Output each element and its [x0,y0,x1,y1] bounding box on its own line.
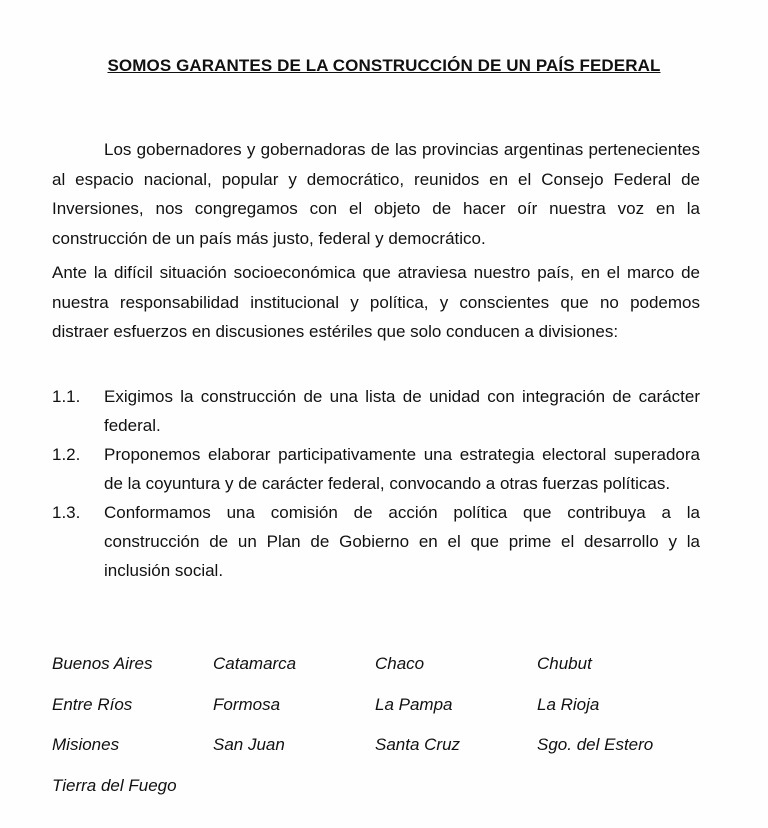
list-item-text: Proponemos elaborar participativamente una estrategia electoral superadora de la coyuntura y de carácter federal, convocando a otras fuerzas políticas. [104,445,700,493]
list-item-number: 1.2. [52,445,81,464]
province-name: Buenos Aires [52,654,153,673]
provinces-signatories [52,650,732,812]
province-name: San Juan [213,735,285,754]
document-title: SOMOS GARANTES DE LA CONSTRUCCIÓN DE UN PAÍS FEDERAL [107,56,661,75]
context-paragraph: Ante la difícil situación socioeconómica que atraviesa nuestro país, en el marco de nuestra responsabilidad institucional y política, y conscientes que no podemos distraer esfuerzos en discusiones estériles que solo conducen a divisiones: [52,263,700,341]
province-name: La Rioja [537,694,600,714]
list-item-text: Conformamos una comisión de acción política que contribuya a la construcción de un Plan de Gobierno en el que prime el desarrollo y la inclusión social. [104,503,700,580]
province-name: Misiones [52,735,120,754]
list-item-text: Exigimos la construcción de una lista de unidad con integración de carácter federal. [104,387,700,435]
province-name: Formosa [213,694,281,714]
province-name: La Pampa [375,694,453,714]
province-name: Entre Ríos [52,694,133,714]
list-item [52,440,700,498]
intro-paragraph: Los gobernadores y gobernadoras de las provincias argentinas pertenecientes al espacio nacional, popular y democrático, reunidos en el Consejo Federal de Inversiones, nos congregamos con el objeto de hacer oír nuestra voz en la construcción de un país más justo, federal y democrático. [52,140,700,248]
list-item [52,382,700,440]
list-item-number: 1.1. [52,387,81,406]
list-item [52,498,700,585]
province-name: Sgo. del Estero [537,735,654,754]
proposals-list [52,382,700,585]
province-name: Chubut [537,654,592,673]
list-item-number: 1.3. [52,503,81,522]
province-name: Santa Cruz [375,735,461,754]
province-name: Catamarca [213,654,297,673]
province-name: Tierra del Fuego [52,775,177,795]
province-name: Chaco [375,654,425,673]
